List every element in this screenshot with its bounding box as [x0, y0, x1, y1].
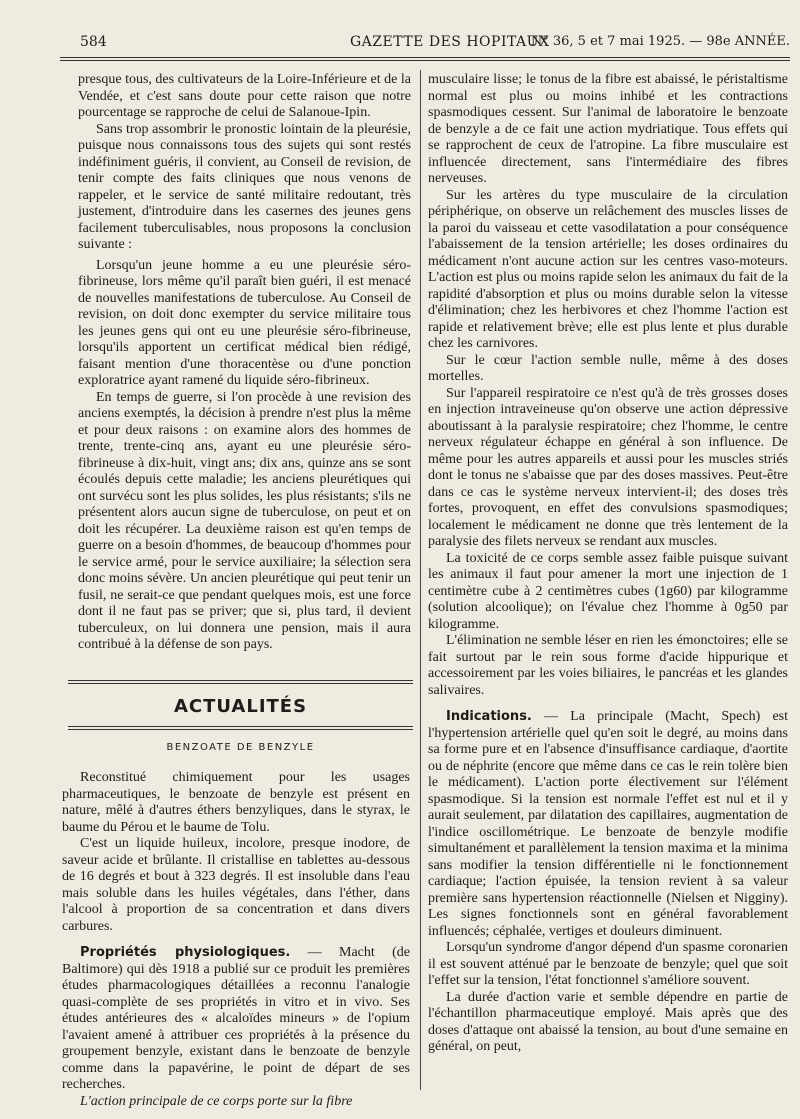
paragraph: Propriétés physiologiques. — Macht (de Baltimore) qui dès 1918 a publié sur ce produit les premières études pharmacologiques détaillées a reconnu l'analogie quasi-complète de ses propriétés in vitro et in vivo. Ses études antérieures des « alcaloïdes mineurs » de l'opium l'avaient amené à attribuer ces propriétés à la présence du groupement benzyle, existant dans le benzoate de benzyle comme dans la papavérine, le point de départ de ses recherches. — [62, 945, 410, 1092]
right-column — [428, 72, 788, 1056]
subheading: Propriétés physiologiques. — [80, 945, 291, 960]
paragraph: C'est un liquide huileux, incolore, presque inodore, de saveur acide et brûlante. Il cristallise en tablettes au-dessous de 16 degrés et bout à 323 degrés. Il est insoluble dans l'eau mais soluble dans les huiles végétales, dans l'éther, dans l'alcool à proportion de sa concentration et dans divers carbures. — [62, 836, 410, 934]
section-rule — [68, 680, 413, 681]
header-rule-2 — [60, 60, 790, 61]
paragraph: musculaire lisse; le tonus de la fibre est abaissé, le péristaltisme normal est plus ou moins inhibé et les contractions spasmodiques cessent. Sur l'animal de laboratoire le benzoate de benzyle a de ce fait une action mydriatique. Tous effets qui se rapprochent de ceux de l'atropine. La fibre musculaire est influencée directement, sans l'intermédiaire des fibres nerveuses. — [428, 72, 788, 186]
paragraph: Indications. — La principale (Macht, Spech) est l'hypertension artérielle quel qu'en soit le degré, au moins dans sa forme pure et en l'absence d'insuffisance cardiaque, d'aortite ou de néphrite (encore que même dans ce cas le rein tolère bien le médicament). L'action porte électivement sur l'élément spasmodique. Si la tension est normale l'effet est nul et il y aurait seulement, par dilatation des capillaires, augmentation de l'indice oscillométrique. Le benzoate de benzyle modifie simultanément et parallèlement la tension maxima et la minima sans modifier la tension différentielle ni le fonctionnement cardiaque; l'action épuisée, la tension revient à sa valeur première sans hypertension réactionnelle (Nielsen et Nigginy). Les signes fonctionnels sont en général favorablement influencés; céphalée, vertiges et douleurs diminuent. — [428, 709, 788, 939]
paragraph: Lorsqu'un syndrome d'angor dépend d'un spasme coronarien il est souvent atténué par le benzoate de benzyle; quel que soit l'effet sur la tension, l'état fonctionnel s'améliore souvent. — [428, 940, 788, 988]
page-number: 584 — [80, 34, 107, 50]
paragraph: L'action principale de ce corps porte sur la fibre — [80, 1093, 353, 1109]
section-rule — [68, 729, 413, 730]
paragraph: Sans trop assombrir le pronostic lointain de la pleurésie, puisque nous connaissons tous des sujets qui sont restés indéfiniment guéris, il convient, au Conseil de revision, de tenir compte des faits cliniques que nous venons de rappeler, et le service de santé militaire redoutant, très justement, d'introduire dans les casernes des jeunes gens facilement tuberculisables, nous proposons la conclusion suivante : — [78, 121, 411, 252]
column-divider — [420, 70, 421, 1090]
paragraph: Sur l'appareil respiratoire ce n'est qu'à de très grosses doses en injection intraveineuse qu'on observe une action dépressive aboutissant à la paralysie respiratoire; chez l'homme, le centre nerveux régulateur échappe en général à son influence. De même pour les autres appareils et aussi pour les muscles striés dont le tonus ne s'abaisse que par des doses massives. Peut-être dans ce cas le système nerveux intervient-il; des doses très fortes, provoquent, en effet des convulsions spasmodiques; localement le médicament ne donne que très lentement de la paralysie des filets nerveux se rendant aux muscles. — [428, 385, 788, 549]
paragraph: Sur les artères du type musculaire de la circulation périphérique, on observe un relâchement des muscles lisses de la paroi du vaisseau et cette vasodilatation a pour conséquence l'abaissement de la tension artérielle; les doses ordinaires du médicament n'ont aucune action sur les centres vaso-moteurs. L'action est plus ou moins rapide selon les animaux du fait de la rapidité d'absorption et plus ou moins durable selon la vitesse d'élimination; chez les herbivores et chez l'homme l'action est rapide et relativement brève; elle est plus lente et plus durable chez les carnivores. — [428, 187, 788, 351]
header-rule — [60, 57, 790, 58]
paragraph: La durée d'action varie et semble dépendre en partie de l'échantillon pharmaceutique employé. Mais après que des doses d'attaque ont abaissé la tension, au bout d'une semaine en général, on peut, — [428, 989, 788, 1054]
paragraph: En temps de guerre, si l'on procède à une revision des anciens exemptés, la décision à prendre n'est plus la même et pour deux raisons : on examine alors des hommes de trente, trente-cinq ans, ayant eu une pleurésie séro-fibrineuse à dix-huit, vingt ans; dix ans, quinze ans se sont écoulés depuis cette maladie; les anciens pleurétiques qui ont survécu sont les plus solides, les plus résistants; s'ils ne présentent alors aucun signe de tuberculose, on peut et on doit les récupérer. La deuxième raison est qu'en temps de guerre on a besoin d'hommes, de beaucoup d'hommes pour le service armé, pour le service auxiliaire; la sélection sera donc moins sévère. Un ancien pleurétique qui peut tenir un fusil, ne serait-ce que pendant quelques mois, est une force dont il ne faut pas se priver; que si, plus tard, il devient tuberculeux, on lui donnera une pension, mais il aura contribué à la défense de son pays. — [78, 389, 411, 652]
article-title: BENZOATE DE BENZYLE — [166, 742, 315, 753]
subheading: Indications. — [446, 709, 532, 724]
section-rule — [68, 726, 413, 727]
page-header — [60, 30, 790, 54]
paragraph: L'élimination ne semble léser en rien les émonctoires; elle se fait surtout par le rein sous forme d'acide hippurique et accessoirement par les voies biliaires, le pancréas et les glandes salivaires. — [428, 633, 788, 698]
paragraph: presque tous, des cultivateurs de la Loire-Inférieure et de la Vendée, et c'est sans doute pour cette raison que notre pourcentage se rapproche de celui de Salanoue-Ipin. — [78, 72, 411, 120]
paragraph: Lorsqu'un jeune homme a eu une pleurésie séro-fibrineuse, lors même qu'il paraît bien guéri, il est menacé de nouvelles manifestations de tuberculose. Au Conseil de revision, on doit donc exempter du service militaire tous les jeunes gens qui ont eu une pleurésie séro-fibrineuse, lorsqu'ils apportent un certificat médical bien rédigé, faisant mention d'une thoracentèse ou d'une ponction exploratrice ayant ramené du liquide séro-fibrineux. — [78, 257, 411, 388]
journal-title: GAZETTE DES HOPITAUX — [350, 34, 550, 50]
left-column — [78, 72, 411, 654]
section-rule — [68, 683, 413, 684]
paragraph: La toxicité de ce corps semble assez faible puisque suivant les animaux il faut pour amener la mort une injection de 1 centimètre cube à 2 centimètres cubes (1g60) par kilogramme (solution alcoolique); on l'évalue chez l'homme à 0g50 par kilogramme. — [428, 550, 788, 632]
paragraph: Sur le cœur l'action semble nulle, même à des doses mortelles. — [428, 352, 788, 384]
section-title: ACTUALITÉS — [173, 696, 308, 717]
issue-info: N° 36, 5 et 7 mai 1925. — 98e ANNÉE. — [530, 34, 790, 49]
paragraph: Reconstitué chimiquement pour les usages pharmaceutiques, le benzoate de benzyle est présent en nature, mêlé à d'autres éthers benzyliques, dans le styrax, le baume du Pérou et le baume de Tolu. — [62, 770, 410, 835]
article-left-column — [62, 770, 410, 1110]
